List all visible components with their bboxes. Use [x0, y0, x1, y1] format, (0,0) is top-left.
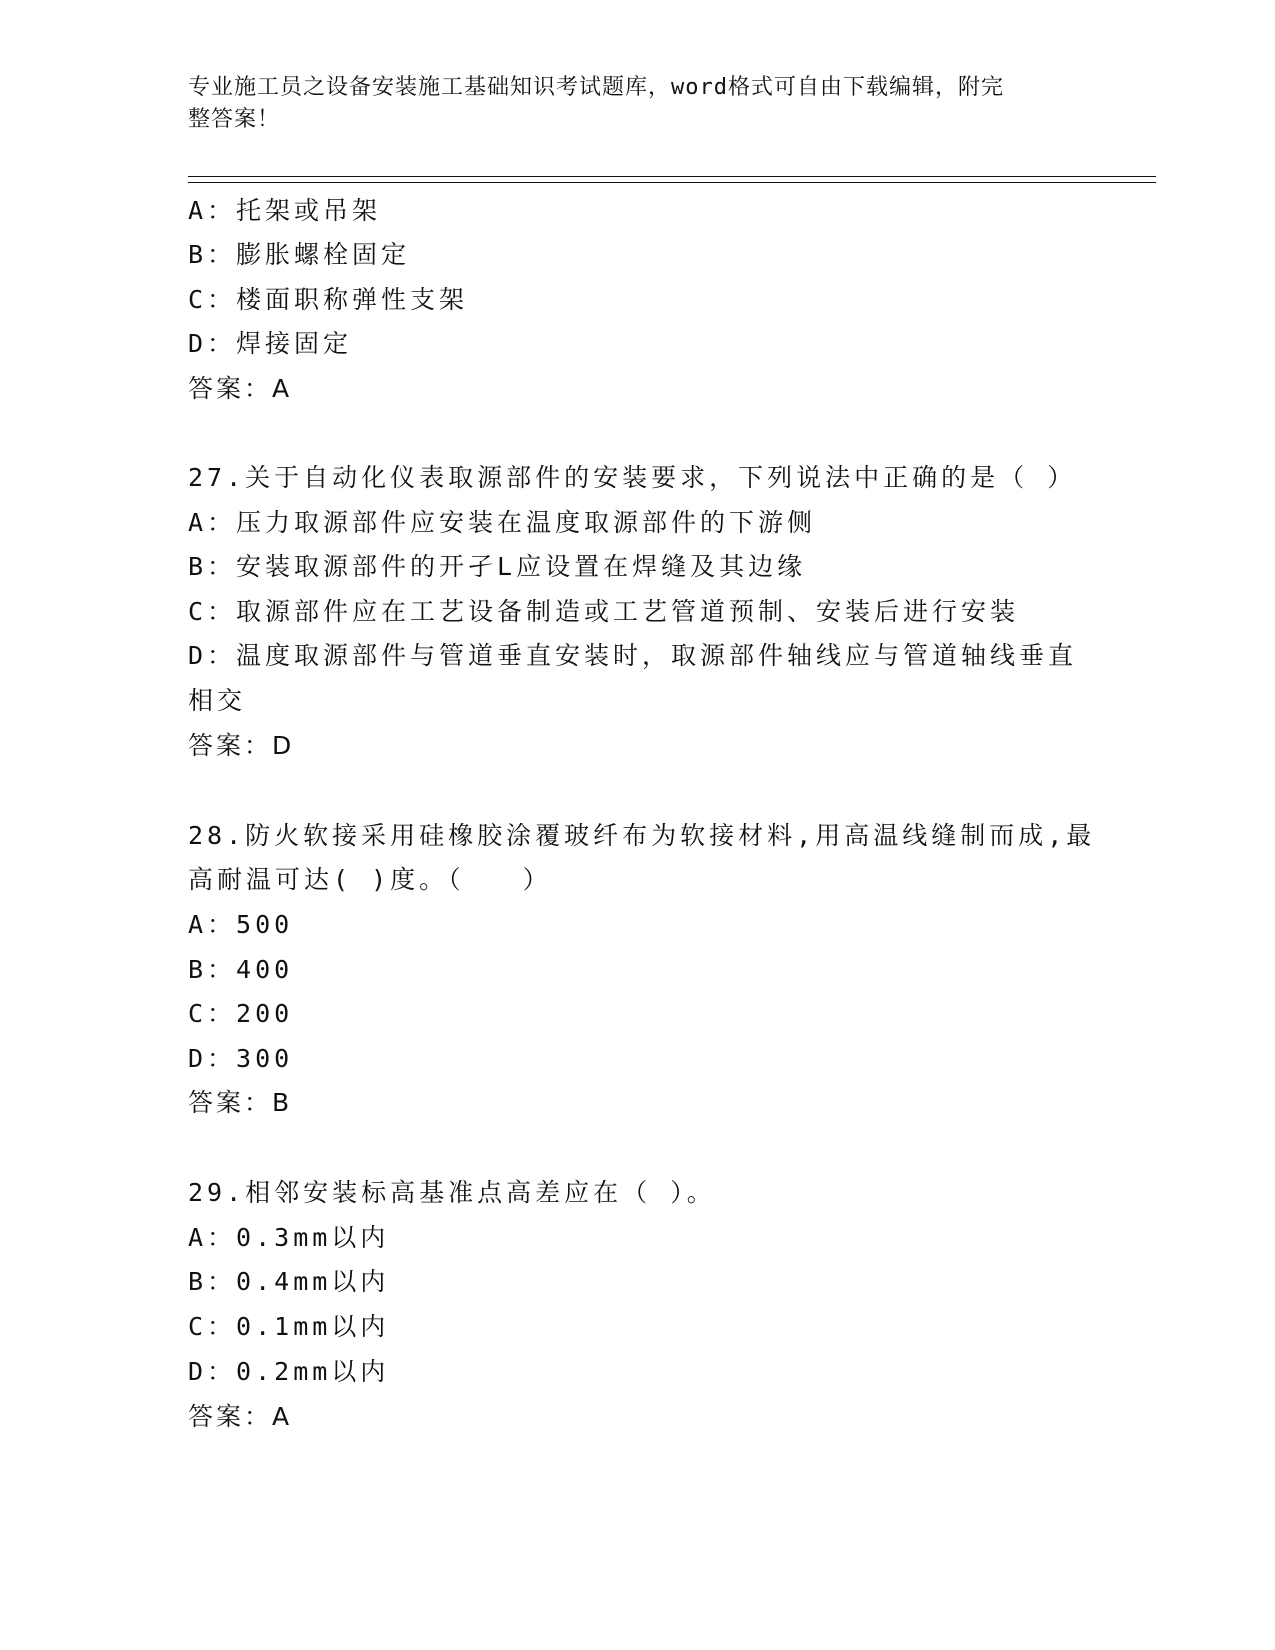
q26-answer: 答案：A [188, 374, 293, 403]
q28-question-line-1: 28.防火软接采用硅橡胶涂覆玻纤布为软接材料,用高温线缝制而成,最 [188, 821, 1096, 850]
q28-question-line-2: 高耐温可达( )度。（ ） [188, 865, 552, 894]
q27-question: 27.关于自动化仪表取源部件的安装要求，下列说法中正确的是（ ） [188, 463, 1077, 492]
q29-option-b: B：0.4mm以内 [188, 1267, 390, 1296]
q28-option-a: A：500 [188, 910, 294, 939]
header-divider-bottom [188, 182, 1156, 183]
q27-option-c: C：取源部件应在工艺设备制造或工艺管道预制、安装后进行安装 [188, 597, 1020, 626]
header-line-2: 整答案！ [188, 107, 281, 132]
q29-option-a: A：0.3mm以内 [188, 1223, 390, 1252]
q29-option-c: C：0.1mm以内 [188, 1312, 390, 1341]
q26-option-d: D：焊接固定 [188, 329, 353, 358]
q26-option-b: B：膨胀螺栓固定 [188, 240, 411, 269]
q29-question: 29.相邻安装标高基准点高差应在（ ）。 [188, 1178, 716, 1207]
header-divider-top [188, 176, 1156, 177]
header-line-1: 专业施工员之设备安装施工基础知识考试题库，word格式可自由下载编辑，附完 [188, 75, 1004, 100]
q26-option-a: A：托架或吊架 [188, 196, 382, 225]
q28-answer: 答案：B [188, 1088, 293, 1117]
q27-option-a: A：压力取源部件应安装在温度取源部件的下游侧 [188, 508, 817, 537]
q27-option-d-line-2: 相交 [188, 686, 247, 715]
q27-answer: 答案：D [188, 731, 295, 760]
q26-option-c: C：楼面职称弹性支架 [188, 285, 469, 314]
q28-option-c: C：200 [188, 999, 294, 1028]
q27-option-b: B：安装取源部件的开孑L应设置在焊缝及其边缘 [188, 552, 807, 581]
q28-option-b: B：400 [188, 955, 294, 984]
q27-option-d-line-1: D：温度取源部件与管道垂直安装时，取源部件轴线应与管道轴线垂直 [188, 641, 1078, 670]
q28-option-d: D：300 [188, 1044, 294, 1073]
q29-answer: 答案：A [188, 1402, 293, 1431]
q29-option-d: D：0.2mm以内 [188, 1357, 390, 1386]
document-header [188, 72, 1068, 136]
